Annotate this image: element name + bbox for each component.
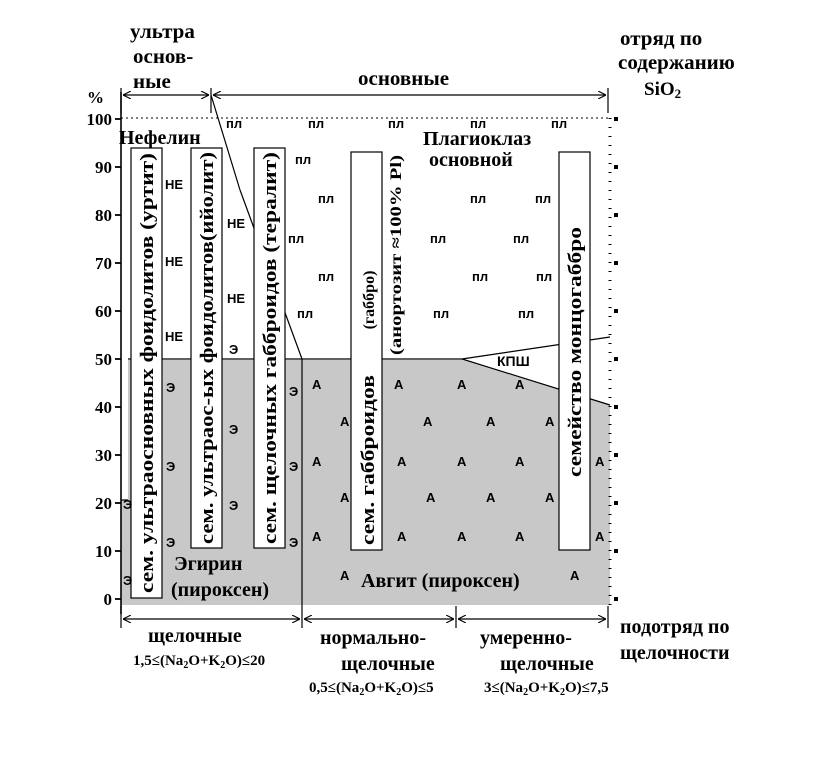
e-symbol: Э bbox=[123, 497, 133, 512]
pl-symbol: пл bbox=[308, 116, 325, 131]
mod-formula: $3\le(Na_2O+K_2O)\le 7,5$ bbox=[484, 680, 609, 698]
a-symbol: А bbox=[423, 414, 433, 429]
family-label-3: сем. щелочных габброидов (тералит) bbox=[260, 226, 281, 544]
pl-symbol: пл bbox=[297, 306, 314, 321]
a-symbol: А bbox=[312, 377, 322, 392]
ultra-label-2: основ- bbox=[133, 44, 194, 68]
plagioclase-label-1: Плагиоклаз bbox=[423, 128, 532, 150]
e-symbol: Э bbox=[229, 498, 239, 513]
family-label-1: сем. ультраосновных фоидолитов (уртит) bbox=[137, 237, 158, 593]
aegirine-label-2: (пироксен) bbox=[171, 579, 270, 601]
y-tick-10: 10 bbox=[95, 542, 112, 561]
e-symbol: Э bbox=[166, 380, 176, 395]
suborder-label-1: подотряд по bbox=[620, 616, 730, 638]
y-tick-100: 100 bbox=[86, 110, 112, 129]
a-symbol: А bbox=[595, 454, 605, 469]
a-symbol: А bbox=[515, 377, 525, 392]
pl-symbol: пл bbox=[513, 231, 530, 246]
ne-symbol: НЕ bbox=[165, 254, 184, 269]
order-label-2: содержанию bbox=[618, 50, 735, 74]
a-symbol: А bbox=[515, 529, 525, 544]
norm-formula: $0,5\le(Na_2O+K_2O)\le 5$ bbox=[309, 680, 434, 698]
a-symbol: А bbox=[457, 529, 467, 544]
bottom-labels bbox=[133, 616, 730, 698]
a-symbol: А bbox=[457, 377, 467, 392]
pl-symbol: пл bbox=[433, 306, 450, 321]
family-label-5: семейство монцогаббро bbox=[565, 274, 586, 477]
pl-symbol: пл bbox=[226, 116, 243, 131]
a-symbol: А bbox=[545, 490, 555, 505]
e-symbol: Э bbox=[229, 342, 239, 357]
y-tick-70: 70 bbox=[95, 254, 112, 273]
pl-symbol: пл bbox=[318, 269, 335, 284]
norm-label-1: нормально- bbox=[320, 627, 426, 649]
y-tick-90: 90 bbox=[95, 158, 112, 177]
order-label-3: SiO2 bbox=[644, 79, 682, 101]
y-tick-30: 30 bbox=[95, 446, 112, 465]
y-tick-labels bbox=[87, 88, 113, 609]
y-tick-60: 60 bbox=[95, 302, 112, 321]
family-label-4a: сем. габброидов bbox=[358, 408, 379, 545]
pl-symbol: пл bbox=[470, 116, 487, 131]
augite-label: Авгит (пироксен) bbox=[361, 570, 520, 592]
e-symbol: Э bbox=[289, 535, 299, 550]
header bbox=[130, 19, 735, 101]
a-symbol: А bbox=[486, 414, 496, 429]
pl-symbol: пл bbox=[388, 116, 405, 131]
a-symbol: А bbox=[340, 568, 350, 583]
a-symbol: А bbox=[394, 377, 404, 392]
y-tick-50: 50 bbox=[95, 350, 112, 369]
nepheline-label: Нефелин bbox=[119, 127, 201, 149]
a-symbol: А bbox=[595, 529, 605, 544]
top-arrows bbox=[121, 88, 608, 113]
e-symbol: Э bbox=[289, 459, 299, 474]
a-symbol: А bbox=[486, 490, 496, 505]
family-label-4b: (габбро) bbox=[361, 270, 378, 330]
a-symbol: А bbox=[426, 490, 436, 505]
y-tick-0: 0 bbox=[103, 590, 112, 609]
right-dots bbox=[614, 117, 618, 601]
a-symbol: А bbox=[457, 454, 467, 469]
a-symbol: А bbox=[340, 490, 350, 505]
ultra-label-1: ультра bbox=[130, 19, 195, 43]
a-symbol: А bbox=[397, 529, 407, 544]
a-symbol: А bbox=[340, 414, 350, 429]
pl-symbol: пл bbox=[535, 191, 552, 206]
e-symbol: Э bbox=[229, 422, 239, 437]
pl-symbol: пл bbox=[295, 152, 312, 167]
y-tick-marks bbox=[115, 119, 121, 599]
e-symbol: Э bbox=[166, 459, 176, 474]
e-symbol: Э bbox=[123, 573, 133, 588]
a-symbol: А bbox=[570, 568, 580, 583]
a-symbol: А bbox=[312, 454, 322, 469]
pl-symbol: пл bbox=[551, 116, 568, 131]
y-tick-20: 20 bbox=[95, 494, 112, 513]
mod-label-1: умеренно- bbox=[480, 627, 572, 649]
pl-symbol: пл bbox=[318, 191, 335, 206]
pl-symbol: пл bbox=[470, 191, 487, 206]
alk-label: щелочные bbox=[148, 625, 242, 647]
y-tick-80: 80 bbox=[95, 206, 112, 225]
kpsh-label: КПШ bbox=[497, 353, 530, 369]
e-symbol: Э bbox=[289, 384, 299, 399]
plagioclase-label-2: основной bbox=[429, 149, 513, 171]
family-label-2: сем. ультраос-ых фоидолитов(ийолит) bbox=[197, 215, 218, 544]
pl-symbol: пл bbox=[288, 231, 305, 246]
pl-symbol: пл bbox=[472, 269, 489, 284]
pl-symbol: пл bbox=[430, 231, 447, 246]
a-symbol: А bbox=[397, 454, 407, 469]
y-unit: % bbox=[87, 88, 104, 107]
aegirine-label-1: Эгирин bbox=[174, 553, 243, 575]
order-label-1: отряд по bbox=[620, 26, 703, 50]
pl-symbol: пл bbox=[536, 269, 553, 284]
pl-symbol: пл bbox=[518, 306, 535, 321]
e-symbol: Э bbox=[166, 535, 176, 550]
ne-symbol: НЕ bbox=[227, 291, 246, 306]
norm-label-2: щелочные bbox=[341, 653, 435, 675]
y-tick-40: 40 bbox=[95, 398, 112, 417]
ne-symbol: НЕ bbox=[165, 177, 184, 192]
suborder-label-2: щелочности bbox=[620, 642, 730, 664]
a-symbol: А bbox=[545, 414, 555, 429]
a-symbol: А bbox=[515, 454, 525, 469]
ne-symbol: НЕ bbox=[227, 216, 246, 231]
family-label-4c: (анортозит ≈100% Pl) bbox=[388, 200, 405, 355]
ne-symbol: НЕ bbox=[165, 329, 184, 344]
alk-formula: $1,5\le(Na_2O+K_2O)\le 20$ bbox=[133, 653, 266, 671]
mod-label-2: щелочные bbox=[500, 653, 594, 675]
ultra-label-3: ные bbox=[133, 69, 171, 93]
basic-label: основные bbox=[358, 66, 450, 90]
a-symbol: А bbox=[312, 529, 322, 544]
